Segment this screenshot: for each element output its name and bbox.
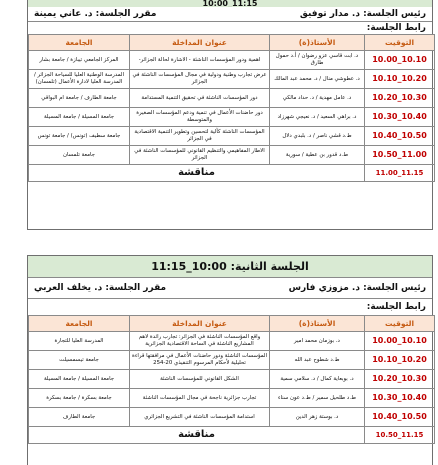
university-cell: جامعة المسيلة / جامعة المسيلة (29, 370, 130, 389)
session-2-block (27, 255, 433, 465)
time-cell: 10.20_10.10 (365, 70, 435, 89)
time-cell: 10.40_10.30 (365, 108, 435, 127)
table-row (29, 146, 435, 165)
discussion-label: مناقشة (29, 165, 365, 182)
university-cell: جامعة سطيف (تونس) / جامعة تونس (29, 127, 130, 146)
table-row (29, 332, 435, 351)
university-cell: جامعة الطارف (29, 408, 130, 427)
time-cell: 10.50_10.40 (365, 127, 435, 146)
discussion-time-cell: 11.15_11.00 (365, 165, 435, 182)
time-cell: 10.10_10.00 (365, 51, 435, 70)
table-row (29, 127, 435, 146)
table-row (29, 51, 435, 70)
session-2-officers (28, 278, 432, 298)
table-row (29, 70, 435, 89)
session-1-rapporteur: مقرر الجلسة: د. عاني يمينة (34, 9, 157, 19)
professor-cell: د. ابت قاسي عزو رضوان / أ.د حمول طارق (270, 51, 365, 70)
title-cell: الشكل القانوني للمؤسسات الناشئة (130, 370, 270, 389)
title-cell: واقع المؤسسات الناشئة في الجزائر: تجارب رائدة لاهم المشاريع الناشئة في الساحة الاقتصادية الجزائرية (130, 332, 270, 351)
time-cell: 10.10_10.00 (365, 332, 435, 351)
university-cell: المركز الجامعي تيبازة / جامعة بشار (29, 51, 130, 70)
col-header-time: التوقيت (365, 35, 435, 51)
professor-cell: ط.د قدور بن عطية / سورية (270, 146, 365, 165)
time-cell: 10.30_10.20 (365, 370, 435, 389)
session-2-link-row (28, 298, 432, 315)
title-cell: الاطار المفاهيمي والتنظيم القانوني للمؤسسات الناشئة في الجزائر (130, 146, 270, 165)
session-1-link-label: رابط الجلسة: (366, 23, 426, 33)
title-cell: استدامة المؤسسات الناشئة في التشريع الجزائري (130, 408, 270, 427)
session-1-chair: رئيس الجلسة: د. مدار توفيق (299, 9, 426, 19)
col-header-time: التوقيت (365, 316, 435, 332)
time-cell: 10.40_10.30 (365, 389, 435, 408)
title-cell: تجارب جزائرية ناجحة في مجال المؤسسات الناشئة (130, 389, 270, 408)
title-cell: دور المؤسسات الناشئة في تحقيق التنمية المستدامة (130, 89, 270, 108)
session-1-title: 10:00_11:15 (28, 0, 432, 7)
professor-cell: د. براهي السعيد / د. نعيجي شهرزاد (270, 108, 365, 127)
title-cell: المؤسسات الناشئة ودور حاضنات الأعمال في مرافقتها قراءة تحليلية لأحكام المرسوم التنفيذي 20-254 (130, 351, 270, 370)
session-1-link-row (28, 21, 432, 34)
session-1-header-row (29, 35, 435, 51)
col-header-professor: الأستاذ(ة) (270, 316, 365, 332)
discussion-label: مناقشة (29, 427, 365, 444)
title-cell: المؤسسات الناشئة كآلية لتحسين وتطوير التنمية الاقتصادية في الجزائر (130, 127, 270, 146)
professor-cell: د. بوبعاية كمال / د. سلامي سمية (270, 370, 365, 389)
professor-cell: ط.د قشي ناصر / د. بلبدي دلال (270, 127, 365, 146)
table-row (29, 351, 435, 370)
discussion-row (29, 165, 435, 182)
professor-cell: د. بوزمان محمد امير (270, 332, 365, 351)
col-header-university: الجامعة (29, 316, 130, 332)
university-cell: جامعة تلمسان (29, 146, 130, 165)
table-row (29, 370, 435, 389)
table-row (29, 108, 435, 127)
professor-cell: ط.د شطوح عبد الله (270, 351, 365, 370)
professor-cell: د. عطوشي منال / د. محمد عبد المالك (270, 70, 365, 89)
session-1-officers (28, 7, 432, 21)
session-2-table (28, 315, 435, 444)
professor-cell: ط.د طلحيل سمير / ط.د عون سناء (270, 389, 365, 408)
discussion-row (29, 427, 435, 444)
time-cell: 10.30_10.20 (365, 89, 435, 108)
university-cell: جامعة الطارف / جامعة ام البواقي (29, 89, 130, 108)
session-2-rapporteur: مقرر الجلسة: د. يخلف العربي (34, 283, 167, 293)
university-cell: المدرسة الوطنية العليا للسياحة الجزائر / المدرسة العليا لادارة الأعمال (تلمسان) (29, 70, 130, 89)
time-cell: 11.00_10.50 (365, 146, 435, 165)
session-2-header-row (29, 316, 435, 332)
session-1-block (27, 0, 433, 230)
session-2-chair: رئيس الجلسة: د. مزوزي فارس (288, 283, 426, 293)
title-cell: دور حاضنات الأعمال في تنمية ودعم المؤسسات الصغيرة والمتوسطة (130, 108, 270, 127)
table-row (29, 408, 435, 427)
university-cell: جامعة بسكرة / جامعة بسكرة (29, 389, 130, 408)
session-2-title: الجلسة الثانية: 10:00_11:15 (28, 256, 432, 278)
professor-cell: د. عامل مهدية / د. حداد مالكي (270, 89, 365, 108)
session-2-link-label: رابط الجلسة: (366, 302, 426, 312)
university-cell: المدرسة العليا للتجارة (29, 332, 130, 351)
table-row (29, 389, 435, 408)
university-cell: جامعة تيسمسيلت (29, 351, 130, 370)
title-cell: عرض تجارب وطنية ودولية في مجال المؤسسات الناشئة في الجزائر (130, 70, 270, 89)
col-header-university: الجامعة (29, 35, 130, 51)
table-row (29, 89, 435, 108)
university-cell: جامعة المسيلة / جامعة المسيلة (29, 108, 130, 127)
session-1-table (28, 34, 435, 182)
discussion-time-cell: 11.15_10.50 (365, 427, 435, 444)
time-cell: 10.50_10.40 (365, 408, 435, 427)
col-header-title: عنوان المداخلة (130, 35, 270, 51)
col-header-title: عنوان المداخلة (130, 316, 270, 332)
title-cell: اهمية ودور المؤسسات الناشئة - الاشارة لحالة الجزائر- (130, 51, 270, 70)
professor-cell: د. بوستة زهر الدين (270, 408, 365, 427)
time-cell: 10.20_10.10 (365, 351, 435, 370)
col-header-professor: الأستاذ(ة) (270, 35, 365, 51)
